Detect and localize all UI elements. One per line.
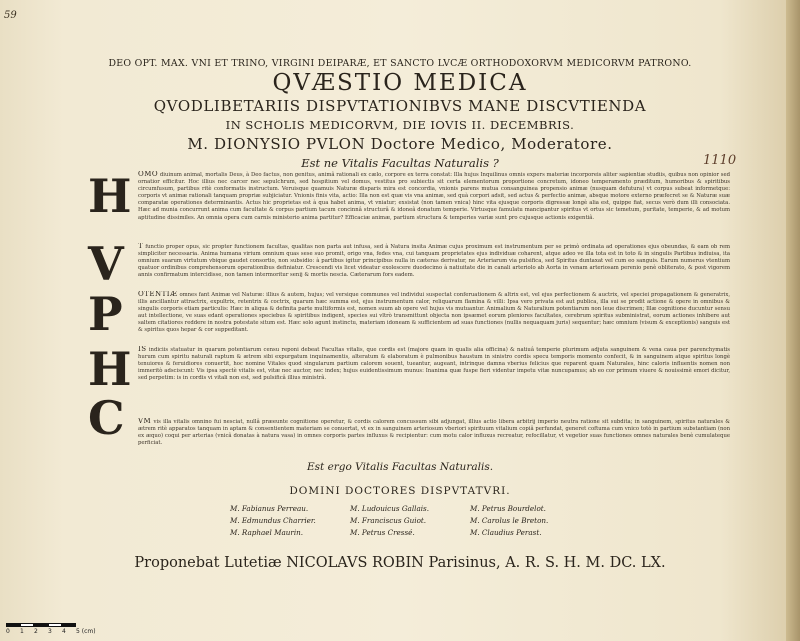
doctors-title: DOMINI DOCTORES DISPVTATVRI. bbox=[289, 485, 511, 497]
paragraph bbox=[138, 418, 730, 454]
doctor-name: M. Petrus Cressé. bbox=[350, 528, 415, 537]
doctor-name: M. Carolus le Breton. bbox=[470, 516, 549, 525]
paragraph-first-word: OTENTIÆ bbox=[138, 291, 178, 298]
schools-line: IN SCHOLIS MEDICORVM, DIE IOVIS II. DECEMBRIS. bbox=[225, 118, 575, 132]
doctor-name: M. Claudius Perast. bbox=[470, 528, 542, 537]
ruler-segment bbox=[34, 623, 48, 627]
conclusion: Est ergo Vitalis Facultas Naturalis. bbox=[306, 461, 494, 473]
paragraph-text: indiciis statuatur in quarum potentiarum censu reponi debeat Facultas vitalis, que cordis est (majore quam in qualis alia officina) & natiuâ temperie plurimum adjuta sanguinem & vena caua per parenchymatis hurum cum spiritu naturali raptum & ætrem sibi expurgatum inquinamentis, alteratum & elaboratum è pulmonibus haustum in sinistro cordis specu temporis momento confecit, & in sanguinem atque spiritus longè tenuiores & feruidiores conuertit, hoc nomine Vitales quod singularum partium calorem souent, tueantur, augeant, intrinque damna vberius felicius que reparent quam Naturales, hinc caloris influentis nomen non immeritò adsciscunt: Vis ipsa spectè vitalis est, vitæ nec auctor, nec index; hujus euidentissimum munus: Inanima quæ fuspe fieri videntur impetu vitæ nuncupamus; ab eo cor primum viuere & nouissimè emori dicitur, sed perpetim: is in cordis vi vitali non est, sed pulsificâ illius ministrâ. bbox=[138, 347, 730, 382]
paragraph bbox=[138, 346, 730, 410]
question: Est ne Vitalis Facultas Naturalis ? bbox=[301, 156, 499, 170]
initial-letter: P bbox=[88, 287, 123, 341]
ruler-label: 2 bbox=[34, 628, 38, 635]
initial-letter: C bbox=[88, 391, 125, 445]
page-title: QVÆSTIO MEDICA bbox=[272, 70, 528, 96]
ruler-segment bbox=[62, 623, 76, 627]
ruler-label: 1 bbox=[20, 628, 24, 635]
paragraph-first-word: OMO bbox=[138, 171, 159, 178]
doctor-name: M. Ludouicus Gallais. bbox=[350, 504, 429, 513]
moderator-line: M. DIONYSIO PVLON Doctore Medico, Moderatore. bbox=[187, 135, 613, 153]
scale-ruler bbox=[6, 623, 96, 635]
initial-letter: H bbox=[88, 169, 132, 223]
paragraph-first-word: IS bbox=[138, 346, 147, 353]
proponebat-line: Proponebat Lutetiæ NICOLAVS ROBIN Parisinus, A. R. S. H. M. DC. LX. bbox=[134, 555, 666, 571]
ruler-segment bbox=[6, 623, 20, 627]
ruler-segment bbox=[20, 623, 34, 627]
paragraph-text: functio proper opus, sic propter functionem facultas, qualitas non parta aut infusa, sed à Natura insita Animæ cujus proximum est instrumentum per se primò ordinata ad operationes ejus obeundas, & eam ob rem simpliciter necessaria. Anima humana virium omnium quas sese suo promit, origo vna, fedes vna, cui tanquam proprietates ejus individuæ coharent, atque adeo ve illa tota est in toto & in singulis Partibus indiuisa, ita omnium suarum virtutum vbique gaudet consortio, non subsidio: à partibus igitur principibus nulla in cæteras derivatur, ne Arteriarum via pulsifica, sed Spiritus duntaxat vel cum eo sanguis. Earum numerus vtentium quatuor ordinibus comprehensorum operationibus definiatur. Crescendi vis licet videatur exolescere duodecimo à natiuitate die in canali arteriolo ab Aorta in venam arteriosam perenio penè obliterato, & post vigorem annis confirmatum intercidisse, non tamen intermoritur senij & mortis nescia. Cæterarum fors eadem. bbox=[138, 244, 730, 279]
folio-number: 59 bbox=[4, 10, 17, 21]
paragraph-text: vis illa vitalis omnino fui nesciat, nullâ præeunte cognitione operetur, & cordis calorem concussum sibi adjungat, illius actio libera arbitrij imperio neutra ratione sit subdita; in sanguinem, spiritus naturales & ætrem ritè apparatos tanquam in aptam & consentientem materiam se conuertat, vt ex in sanguinem arteriosum vberiori spirituum vitalium copiâ perfundat, generet coftuma cum vnico totò in partium substantiam (non ex æquo) coqui per arterias (vnicâ donatas à natura vasa) in omnes corporis partes influxus & recipientur: cum motu calor influxus recreatur, refocillatur, vt vegetior suas functiones omnes naturales benè cumulateque perficiat. bbox=[138, 419, 730, 447]
handwritten-number: 1110 bbox=[703, 153, 737, 168]
doctor-name: M. Raphael Maurin. bbox=[230, 528, 304, 537]
doctor-name: M. Edmundus Charrier. bbox=[230, 516, 316, 525]
ruler-label: 0 bbox=[6, 628, 10, 635]
paragraph-first-word: VM bbox=[138, 418, 152, 425]
initial-letter: V bbox=[88, 237, 124, 291]
initial-letter: H bbox=[88, 342, 132, 396]
invocation: DEO OPT. MAX. VNI ET TRINO, VIRGINI DEIPARÆ, ET SANCTO LVCÆ ORTHODOXORVM MEDICORVM PATRONO. bbox=[108, 58, 692, 69]
paragraph-text: diuinum animal, mortalis Deus, à Deo factus, non genitus, animâ rationali ex cælo, corpore ex terra constat: Illa hujus Inquilinus omnis expers materiæ incorporeis aliter sapientiæ studiis, quibus non opinior sed ornatior efficitur. Hoc illius nec carcer nec sepulchrum, sed hospitium vel domus, vestitus pro subiectis sit certa elementorum proportione concretum, idoneo temperamento præditum, humoribus & spiritibus circumfusum, partibus ritè conformatis instructum. Veruisque quamuis Naturæ disparis mira est concordia, vnionis parens mutua consanguinea propensio animæ (nusquam defutura) vt corpus subeat informetque: corporis vt animæ rationali tanquam propriæ subjiciatur. Vnionis finis vita, actio: Illa non est quæ vis vna animæ, sed quà corpori adsit, sed actus & perfectio animæ, absque motore externo præfecret se & Naturæ suæ comparatæ operationes determinantis. Actus hic proprietas est à qua habet anima, vt vniatur; exsistat (non tamen vnica) hinc vita ejusque corporis digressæ longè alia est, quippe fiat, secus verò dum illi consociata. Hæc ad munia concurrunt anima cum facultate & corpus partium tacum concinnâ structurâ & idoneâ donatum temperie. Virtusque famulatu mancipantur spiritus vt ortus sic temetum, puritate, temperie, & ad motum aptitudine dissimiles. An omnia opera cum carnis ministerio anima partitur? Efficaciæ animæ, partium structura & temperies variæ sunt pro cujusque actionis exigentiâ. bbox=[138, 172, 730, 221]
paragraph bbox=[138, 243, 730, 286]
ruler-label: 5 (cm) bbox=[76, 628, 96, 635]
ruler-segment bbox=[48, 623, 62, 627]
doctor-name: M. Fabianus Perreau. bbox=[230, 504, 309, 513]
subtitle: QVODLIBETARIIS DISPVTATIONIBVS MANE DISCVTIENDA bbox=[153, 97, 647, 115]
paragraph-text: omnes fant Animæ vel Naturæ: illius & autem, hujus; vel versique communes vel individui suspectat conferuationem & altrix est, vel ejus perfectionem & auctrix, vel speciei propagationem & generatrix, illis ancillantur attractrix, expultrix, retentrix & coctrix, quarum hæc summa est, ejus instrumentum calor, reliquarum flamina & villi: Ipsa vero privata est aut publica, illa sui se prodit actione & opere in omnibus & singulis corporis etiam particulis: Hæc in aliqua & definita parte multiformis est, nomen suum ab opere vel hujus vis mutuantur. Animalium & Naturalium potentiarum non leue discrimen; Illæ cognitione ducuntur sensu aut intellectione, ve suas edant operationes speciebus & spiritibus indigent, species sui vltrò transmittunt objecta non ipsæmet eorum pleniores facultates, cerebrum spiritus subministrat, eorum actiones inhibere aut saltem citatiores reddere in nostra potestate situm est. Hæc solo agunt instinctu, materiam idoneam & sufficientem ad suas functiones (nullis nequaquam juris) sequentur; hæc omnium (visum & exceptionis) sanguis est & spiritus quos hepar & cor suppeditant. bbox=[138, 292, 730, 334]
doctor-name: M. Franciscus Guiot. bbox=[350, 516, 427, 525]
doctor-name: M. Petrus Bourdelot. bbox=[470, 504, 546, 513]
ruler-label: 3 bbox=[48, 628, 52, 635]
ruler-label: 4 bbox=[62, 628, 66, 635]
paragraph-first-word: T bbox=[138, 243, 144, 250]
